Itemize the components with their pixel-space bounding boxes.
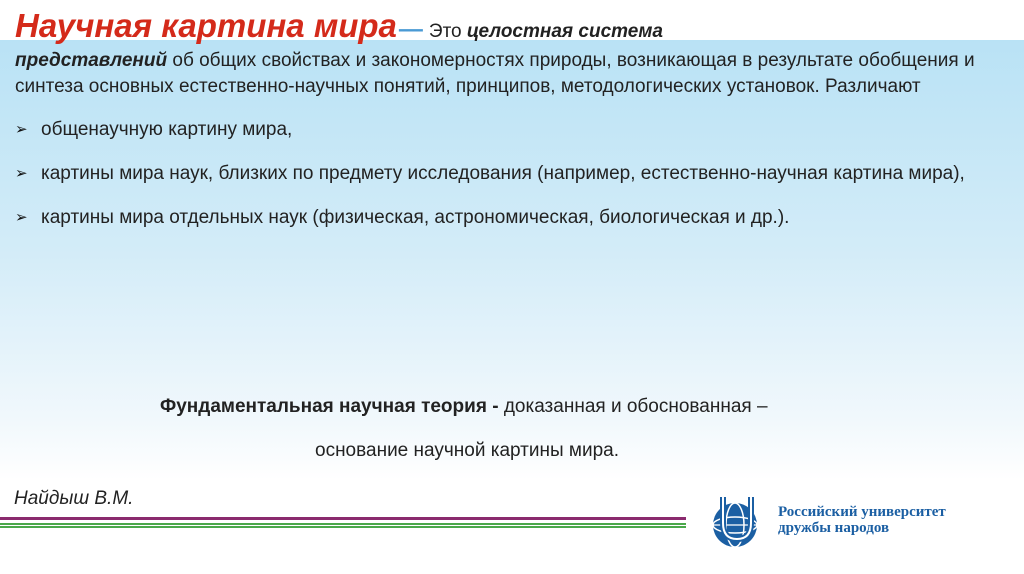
bullet-item	[15, 196, 995, 240]
university-name-line-1: Российский университет	[778, 504, 946, 520]
fundamental-line-1	[160, 395, 768, 419]
title-line	[15, 7, 995, 44]
fundamental-line-2: основание научной картины мира.	[315, 440, 619, 461]
intro-emphasis-2: представлений	[15, 50, 168, 71]
university-name-line-2: дружбы народов	[778, 520, 890, 536]
bullet-text: картины мира отдельных наук (физическая, астрономическая, биологическая и др.).	[41, 207, 790, 228]
decorative-stripes	[0, 517, 686, 529]
intro-emphasis-1: целостная система	[466, 21, 663, 42]
bullet-text: общенаучную картину мира,	[41, 119, 293, 140]
fundamental-term: Фундаментальная научная теория -	[160, 396, 499, 417]
definition-text: об общих свойствах и закономерностях природы, возникающая в результате обобщения и синтеза основных естественно-научных понятий, принципов, методологических установок. Различают	[15, 50, 975, 97]
fundamental-definition: доказанная и обоснованная –	[503, 396, 768, 417]
arrow-bullet-icon: ➢	[15, 209, 28, 226]
arrow-bullet-icon: ➢	[15, 121, 28, 138]
author: Найдыш В.М.	[14, 488, 134, 509]
bullet-item	[15, 108, 995, 152]
slide-title: Научная картина мира	[15, 7, 397, 44]
university-logo-icon	[707, 493, 767, 553]
slide-content	[15, 7, 995, 240]
definition-paragraph	[15, 48, 995, 100]
title-dash: —	[398, 16, 423, 43]
university-name	[778, 504, 946, 536]
bullet-list	[15, 108, 995, 240]
arrow-bullet-icon: ➢	[15, 165, 28, 182]
bullet-text: картины мира наук, близких по предмету исследования (например, естественно-научная картина мира),	[41, 163, 965, 184]
bullet-item	[15, 152, 995, 196]
intro-plain: Это	[428, 21, 462, 42]
